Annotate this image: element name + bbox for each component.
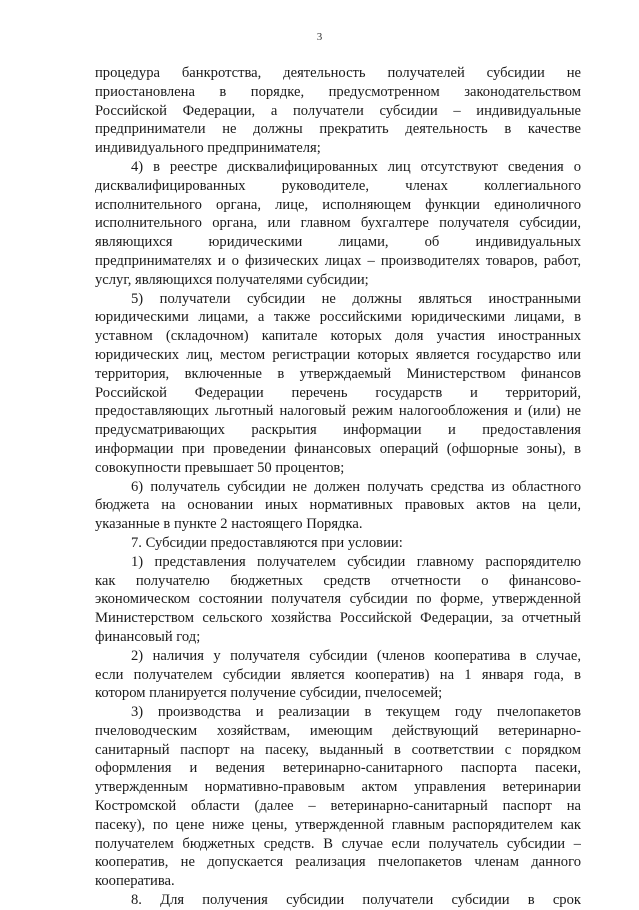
text-line: утвержденным нормативно-правовым актом управления ветеринарии xyxy=(95,779,581,796)
text-line: предпринимателях и о физических лицах – производителях товаров, работ, xyxy=(95,252,581,269)
text-line: процедура банкротства, деятельность получателей субсидии не xyxy=(95,65,581,81)
text-line: уставном (складочном) капитале которых доля участия иностранных xyxy=(95,328,581,345)
text-line: котором планируется получение субсидии, пчелосемей; xyxy=(95,685,443,702)
text-line: Министерством сельского хозяйства Российской Федерации, за отчетный xyxy=(95,610,581,627)
text-line: санитарный паспорт на пасеку, выданный в соответствии с порядком xyxy=(95,741,581,758)
text-line: 3) производства и реализации в текущем году пчелопакетов xyxy=(131,704,581,721)
text-line: 4) в реестре дисквалифицированных лиц отсутствуют сведения о xyxy=(131,158,581,175)
text-line: предоставляющих льготный налоговый режим налогообложения и (или) не xyxy=(95,403,581,420)
text-line: совокупности превышает 50 процентов; xyxy=(95,459,345,476)
text-line: 2) наличия у получателя субсидии (членов кооператива в случае, xyxy=(131,647,581,664)
text-line: юридическими лицами, а также российскими юридическими лицами, в xyxy=(95,309,581,326)
text-line: кооператива. xyxy=(95,873,175,890)
text-line: информации при проведении финансовых операций (офшорные зоны), в xyxy=(95,440,581,457)
text-line: 6) получатель субсидии не должен получать средства из областного xyxy=(131,478,581,495)
text-line: территория, включенные в утверждаемый Министерством финансов xyxy=(95,365,581,382)
text-line: кооператив, не допускается реализация пчелопакетов членам данного xyxy=(95,854,581,871)
page-number: 3 xyxy=(316,31,323,43)
text-line: как получателю бюджетных средств отчетности о финансово- xyxy=(95,572,581,589)
text-line: экономическом состоянии получателя субсидии по форме, утвержденной xyxy=(95,591,581,608)
text-line: Российской Федерации, а получатели субсидии – индивидуальные xyxy=(95,102,581,119)
text-line: являющихся юридическими лицами, об индивидуальных xyxy=(95,234,581,251)
text-line: предусматривающих раскрытия информации и предоставления xyxy=(95,422,581,439)
text-line: индивидуального предпринимателя; xyxy=(95,140,321,157)
text-line: приостановлена в порядке, предусмотренном законодательством xyxy=(95,83,581,100)
text-line: дисквалифицированных руководителе, членах коллегиального xyxy=(95,177,581,194)
text-line: получателем бюджетных средств. В случае если получатель субсидии – xyxy=(95,835,581,852)
text-line: 7. Субсидии предоставляются при условии: xyxy=(131,534,403,551)
text-line: 8. Для получения субсидии получатели субсидии в срок xyxy=(131,892,581,909)
document-body xyxy=(95,64,581,910)
text-line: предприниматели не должны прекратить деятельность в качестве xyxy=(95,121,581,138)
text-line: финансовый год; xyxy=(95,628,201,645)
text-line: 5) получатели субсидии не должны являться иностранными xyxy=(131,290,581,307)
text-line: услуг, являющихся получателями субсидии; xyxy=(95,271,369,288)
text-line: пчеловодческим хозяйствам, имеющим действующий ветеринарно- xyxy=(95,722,581,739)
text-line: исполнительного органа, или главном бухгалтере получателя субсидии, xyxy=(95,215,581,232)
text-line: оформления и ведения ветеринарно-санитарного паспорта пасеки, xyxy=(95,760,581,777)
text-line: исполнительного органа, лице, исполняющем функции единоличного xyxy=(95,196,581,213)
text-line: юридических лиц, местом регистрации которых является государство или xyxy=(95,346,581,363)
text-line: Российской Федерации перечень государств и территорий, xyxy=(95,384,581,401)
text-line: пасеку), по цене ниже цены, утвержденной главным распорядителем как xyxy=(95,816,581,833)
text-line: указанные в пункте 2 настоящего Порядка. xyxy=(95,516,363,533)
text-line: Костромской области (далее – ветеринарно-санитарный паспорт на xyxy=(95,798,581,815)
text-line: бюджета на основании иных нормативных правовых актов на цели, xyxy=(95,497,581,514)
text-line: 1) представления получателем субсидии главному распорядителю xyxy=(131,553,581,570)
text-line: если получателем субсидии является кооператив) на 1 января года, в xyxy=(95,666,581,683)
